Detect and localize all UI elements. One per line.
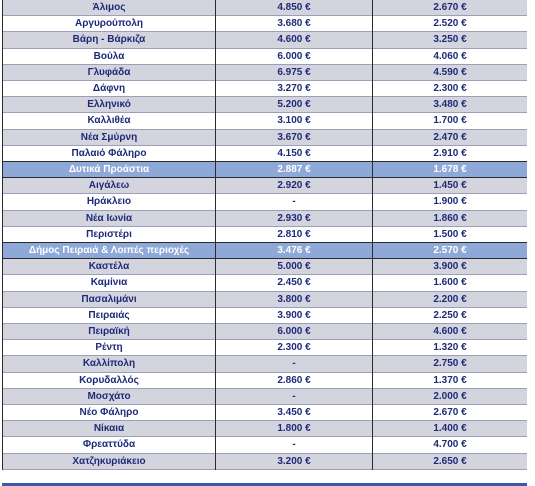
area-cell: Νέα Σμύρνη — [3, 129, 216, 145]
area-cell: Βούλα — [3, 48, 216, 64]
price-cell-1: - — [216, 437, 373, 453]
table-row — [3, 81, 528, 97]
price-cell-1: 3.100 € — [216, 113, 373, 129]
price-cell-2: 1.400 € — [373, 421, 528, 437]
price-cell-2: 1.320 € — [373, 340, 528, 356]
table-row — [3, 97, 528, 113]
price-cell-1: 2.920 € — [216, 178, 373, 194]
table-row — [3, 388, 528, 404]
price-cell-2: 4.600 € — [373, 324, 528, 340]
table-row — [3, 0, 528, 16]
area-cell: Πειραϊκή — [3, 324, 216, 340]
table-row — [3, 145, 528, 161]
price-cell-2: 1.450 € — [373, 178, 528, 194]
price-cell-1: 6.000 € — [216, 48, 373, 64]
area-cell: Νίκαια — [3, 421, 216, 437]
price-cell-1: 5.000 € — [216, 259, 373, 275]
area-cell: Καστέλα — [3, 259, 216, 275]
price-cell-1: 4.600 € — [216, 32, 373, 48]
price-cell-1: 1.800 € — [216, 421, 373, 437]
price-cell-1: 2.300 € — [216, 340, 373, 356]
table-row — [3, 291, 528, 307]
price-cell-2: 4.700 € — [373, 437, 528, 453]
price-cell-2: 1.860 € — [373, 210, 528, 226]
price-cell-2: 2.910 € — [373, 145, 528, 161]
area-cell: Φρεαττύδα — [3, 437, 216, 453]
table-row — [3, 307, 528, 323]
price-cell-2: 1.500 € — [373, 226, 528, 242]
area-cell: Νέα Ιωνία — [3, 210, 216, 226]
price-cell-2: 2.650 € — [373, 453, 528, 469]
section-header-row — [3, 162, 528, 178]
area-cell: Ρέντη — [3, 340, 216, 356]
area-cell: Γλυφάδα — [3, 64, 216, 80]
price-cell-1: 2.450 € — [216, 275, 373, 291]
table-row — [3, 226, 528, 242]
area-cell: Καλλίπολη — [3, 356, 216, 372]
area-cell: Αιγάλεω — [3, 178, 216, 194]
area-cell: Παλαιό Φάληρο — [3, 145, 216, 161]
table-row — [3, 324, 528, 340]
price-cell-1: 4.150 € — [216, 145, 373, 161]
area-cell: Κορυδαλλός — [3, 372, 216, 388]
price-cell-1: 4.850 € — [216, 0, 373, 16]
price-cell-2: 1.600 € — [373, 275, 528, 291]
price-cell-2: 3.480 € — [373, 97, 528, 113]
price-cell-1: 3.900 € — [216, 307, 373, 323]
price-cell-2: 2.670 € — [373, 0, 528, 16]
price-cell-1: - — [216, 388, 373, 404]
price-cell-1: - — [216, 194, 373, 210]
table-row — [3, 356, 528, 372]
price-cell-1: 3.680 € — [216, 16, 373, 32]
area-cell: Καμίνια — [3, 275, 216, 291]
page-edge — [527, 0, 535, 486]
price-cell-2: 2.000 € — [373, 388, 528, 404]
area-cell: Μοσχάτο — [3, 388, 216, 404]
price-cell-2: 1.700 € — [373, 113, 528, 129]
area-cell: Καλλιθέα — [3, 113, 216, 129]
table-row — [3, 372, 528, 388]
table-row — [3, 64, 528, 80]
price-cell-2: 2.250 € — [373, 307, 528, 323]
price-cell-2: 2.200 € — [373, 291, 528, 307]
price-cell-1: 2.810 € — [216, 226, 373, 242]
price-cell-1: 6.975 € — [216, 64, 373, 80]
price-cell-1: 2.860 € — [216, 372, 373, 388]
price-cell-2: 2.670 € — [373, 405, 528, 421]
price-cell-1: 2.887 € — [216, 162, 373, 178]
table-row — [3, 437, 528, 453]
price-cell-1: - — [216, 356, 373, 372]
table-row — [3, 340, 528, 356]
area-cell: Χατζηκυριάκειο — [3, 453, 216, 469]
price-cell-2: 3.250 € — [373, 32, 528, 48]
price-table-container — [2, 0, 527, 486]
table-row — [3, 48, 528, 64]
table-row — [3, 178, 528, 194]
price-cell-1: 3.476 € — [216, 243, 373, 259]
table-row — [3, 16, 528, 32]
price-table-body — [3, 0, 528, 469]
price-cell-1: 3.200 € — [216, 453, 373, 469]
price-cell-2: 1.900 € — [373, 194, 528, 210]
price-cell-2: 4.060 € — [373, 48, 528, 64]
section-header-row — [3, 243, 528, 259]
price-cell-2: 1.678 € — [373, 162, 528, 178]
price-cell-1: 5.200 € — [216, 97, 373, 113]
area-cell: Δήμος Πειραιά & Λοιπές περιοχές — [3, 243, 216, 259]
area-cell: Δάφνη — [3, 81, 216, 97]
table-row — [3, 210, 528, 226]
price-cell-1: 6.000 € — [216, 324, 373, 340]
area-cell: Πειραιάς — [3, 307, 216, 323]
table-row — [3, 113, 528, 129]
price-cell-1: 3.270 € — [216, 81, 373, 97]
price-table — [2, 0, 527, 470]
area-cell: Ηράκλειο — [3, 194, 216, 210]
price-cell-2: 2.570 € — [373, 243, 528, 259]
area-cell: Άλιμος — [3, 0, 216, 16]
table-row — [3, 275, 528, 291]
price-cell-2: 3.900 € — [373, 259, 528, 275]
price-cell-1: 3.450 € — [216, 405, 373, 421]
table-row — [3, 405, 528, 421]
price-cell-2: 2.470 € — [373, 129, 528, 145]
area-cell: Περιστέρι — [3, 226, 216, 242]
table-row — [3, 194, 528, 210]
area-cell: Βάρη - Βάρκιζα — [3, 32, 216, 48]
price-cell-2: 4.590 € — [373, 64, 528, 80]
price-cell-2: 2.750 € — [373, 356, 528, 372]
price-cell-1: 3.670 € — [216, 129, 373, 145]
table-row — [3, 259, 528, 275]
price-cell-2: 1.370 € — [373, 372, 528, 388]
area-cell: Νέο Φάληρο — [3, 405, 216, 421]
price-cell-1: 3.800 € — [216, 291, 373, 307]
table-row — [3, 453, 528, 469]
price-cell-2: 2.300 € — [373, 81, 528, 97]
area-cell: Δυτικά Προάστια — [3, 162, 216, 178]
table-row — [3, 421, 528, 437]
table-row — [3, 129, 528, 145]
table-row — [3, 32, 528, 48]
price-cell-2: 2.520 € — [373, 16, 528, 32]
area-cell: Ελληνικό — [3, 97, 216, 113]
area-cell: Πασαλιμάνι — [3, 291, 216, 307]
price-cell-1: 2.930 € — [216, 210, 373, 226]
area-cell: Αργυρούπολη — [3, 16, 216, 32]
